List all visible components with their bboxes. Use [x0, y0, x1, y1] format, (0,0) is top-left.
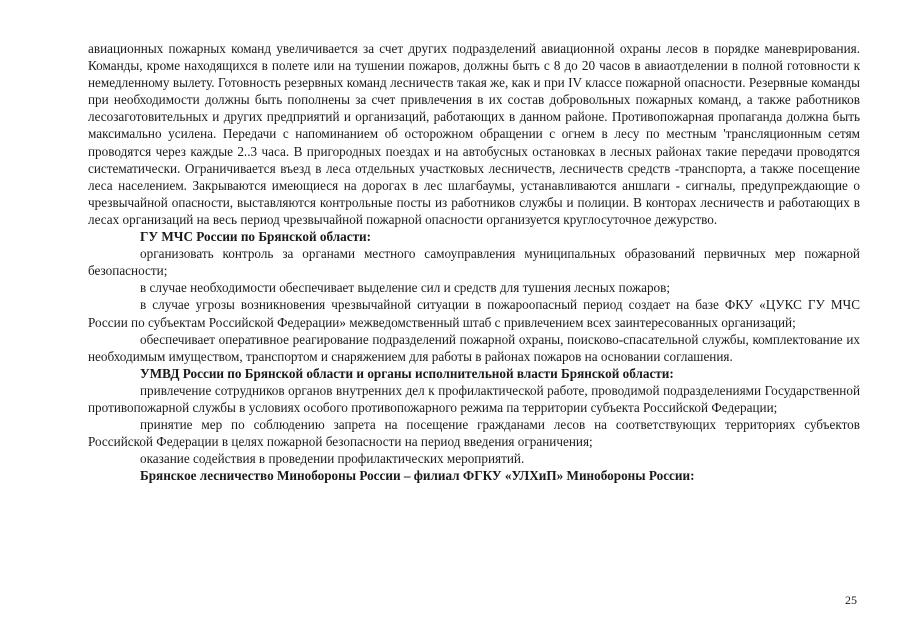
list-item: оказание содействия в проведении профилактических мероприятий. — [140, 451, 525, 467]
list-item: в случае угрозы возникновения чрезвычайной ситуации в пожароопасный период создает на базе ФКУ «ЦУКС ГУ МЧС России по субъектам Российской Федерации» межведомственный штаб с привлечением всех заинтересованных организаций; — [88, 297, 860, 330]
list-item: принятие мер по соблюдению запрета на посещение гражданами лесов на соответствующих территориях субъектов Российской Федерации в целях пожарной безопасности на период введения ограничения; — [88, 417, 860, 450]
section-heading-forestry: Брянское лесничество Минобороны России – филиал ФГКУ «УЛХиП» Минобороны России: — [140, 468, 695, 484]
list-item: обеспечивает оперативное реагирование подразделений пожарной охраны, поисково-спасательной службы, комплектование их необходимым имуществом, транспортом и снаряжением для работы в районах пожаров на основании соглашения. — [88, 331, 860, 364]
page-number: 25 — [845, 593, 857, 607]
section-heading-umvd: УМВД России по Брянской области и органы исполнительной власти Брянской области: — [140, 365, 674, 381]
list-item: в случае необходимости обеспечивает выделение сил и средств для тушения лесных пожаров; — [140, 280, 671, 296]
document-page — [88, 40, 860, 484]
intro-paragraph: авиационных пожарных команд увеличивается за счет других подразделений авиационной охраны лесов в порядке маневрирования. Команды, кроме находящихся в полете или на тушении пожаров, должны быть с 8 до 20 часов в авиаотделении в полной готовности к немедленному вылету. Готовность резервных команд лесничеств такая же, как и при IV классе пожарной опасности. Резервные команды при необходимости должны быть пополнены за счет привлечения в их состав добровольных пожарных команд, а также работников лесозаготовительных и других предприятий и организаций, работающих в данном районе. Противопожарная пропаганда должна быть максимально усилена. Передачи с напоминанием об осторожном обращении с огнем в лесу по местным 'трансляционным сетям проводятся через каждые 2..3 часа. В пригородных поездах и на автобусных остановках в лесных районах такие передачи проводятся систематически. Ограничивается въезд в леса отдельных участковых лесничеств, лесничеств средств -транспорта, а также посещение леса населением. Закрываются имеющиеся на дорогах в лес шлагбаумы, устанавливаются аншлаги - сигналы, предупреждающие о чрезвычайной опасности, выставляются контрольные посты из работников службы и полиции. В конторах лесничеств и работающих в лесах организаций на весь период чрезвычайной пожарной опасности организуется круглосуточное дежурство. — [88, 41, 860, 227]
list-item: привлечение сотрудников органов внутренних дел к профилактической работе, проводимой подразделениями Государственной противопожарной службы в условиях особого противопожарного режима па территории субъекта Российской Федерации; — [88, 382, 860, 415]
section-heading-mchs: ГУ МЧС России по Брянской области: — [140, 229, 372, 245]
list-item: организовать контроль за органами местного самоуправления муниципальных образований первичных мер пожарной безопасности; — [88, 246, 860, 279]
